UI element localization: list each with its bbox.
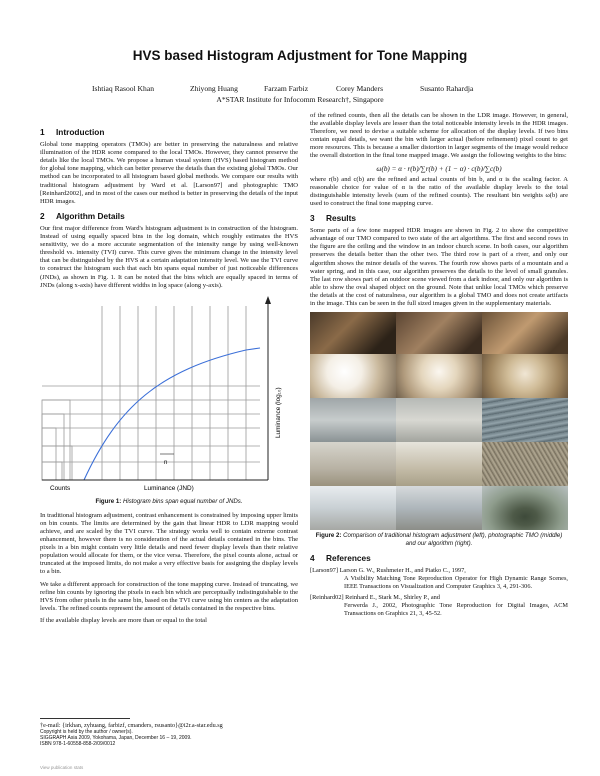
caption-text: Histogram bins span equal number of JNDs. [122,497,243,505]
reference-authors: Larson G. W., Rushmeier H., and Piatko C., 1997, [339,567,466,575]
author: Susanto Rahardja [420,84,474,93]
author: Zhiyong Huang [190,84,238,93]
reference-item [310,594,568,618]
weight-equation: ω(b) = α · r(b)/∑r(b) + (1 − α) · c(b)/∑c(b) [376,164,502,173]
histogram-bins [42,306,260,480]
figure-2-image-grid [310,312,568,530]
affiliation: A*STAR Institute for Infocomm Research†, Singapore [216,95,384,104]
section-number: 4 [310,553,315,564]
paragraph: Global tone mapping operators (TMOs) are better in preserving the naturalness and relative illumination of the HDR scene compared to the local TMOs. However, they cannot preserve the details like the local TMOs. We propose a human visual system (HVS) based histogram method for global tone mapping, which can better preserve the details than the existing global TMOs. Our method can be incorporated to all histogram based global methods. We compare our results with traditional histogram adjustment by Ward et al. [Larson97] and photographic TMO [Reinhard2002], and in most of the cases our method is better in preserving the details of the input HDR images. [40,141,298,205]
left-column [40,122,298,629]
mountain-ours [482,442,568,486]
section-number: 3 [310,213,315,224]
author: Farzam Farbiz [264,84,309,93]
paragraph: Our first major difference from Ward's histogram adjustment is in construction of the histogram. Instead of using equally spaced bins in the log domain, which roughly estimates the HVS sensitivity, we do a more accurate segmentation of the intensity range by using well-known threshold vs. intensity (TVI) curve. This curve gives the minimum change in the intensity level that can be distinguished by the HVS at a certain adaptation intensity level. We use the TVI curve to construct the histogram such that each bin spans equal number of just noticeable differences (JNDs), as shown in Fig. 1. It can be noted that the bins which are equally spaced in terms of JNDs (along x-axis) have different widths in log space (along y-axis). [40,224,298,289]
count-bar [42,414,64,480]
paragraph: where r(b) and c(b) are the refined and actual counts of bin b, and α is the scaling factor. A reasonable choice for value of α is the ratio of the available display levels to the total distinguishable intensity levels (sum of the refined counts). The resultant bin weights ω(b) are used to construct the final tone mapping curve. [310,175,568,207]
section-number: 1 [40,127,45,137]
river-photographic [396,398,482,442]
count-bar [42,428,56,480]
footnote-email: †e-mail: {irkhan, zyhuang, farbizf, cmanders, rsusanto}@i2r.a-star.edu.sg [40,722,223,729]
reference-item [310,567,568,591]
section-title: Results [326,213,356,224]
caption-label: Figure 1: [95,497,122,505]
mountain-photographic [396,442,482,486]
section-title: Algorithm Details [56,210,125,221]
count-bar [42,462,62,480]
church-ceiling-photographic [396,312,482,354]
church-ceiling-histogram [310,312,396,354]
church-window-photographic [396,354,482,398]
church-window-ours [482,354,568,398]
paragraph: of the refined counts, then all the details can be shown in the LDR image. However, in general, the available display levels are lesser than the total noticeable intensity levels in the HDR images. Therefore, we need to devise a suitable scheme for allocation of the display levels. If two bins contain equal details, we want the bin with larger actual (before refinement) pixel count to get more resources. This is because a smaller distortion in larger segments of the image would reduce the overall distortion in the final tone mapped image. We assign the following weights to the bins: [310,112,568,160]
caption-text: Comparison of traditional histogram adjustment (left), photographic TMO (middle) and our algorithm (right). [343,532,563,548]
footnote-copyright: Copyright is held by the author / owner(s). [40,729,133,736]
footnote-isbn: ISBN 978-1-60558-858-2/09/0012 [40,741,116,748]
outdoor-ours [482,486,568,530]
section-title: References [326,553,371,564]
footnote-venue: SIGGRAPH Asia 2009, Yokohama, Japan, December 16 – 19, 2009. [40,735,192,742]
section-heading [40,128,298,136]
author: Ishtiaq Rasool Khan [92,84,155,93]
paper-title: HVS based Histogram Adjustment for Tone Mapping [132,48,468,63]
section-title: Introduction [56,127,105,137]
outdoor-photographic [396,486,482,530]
paragraph: Some parts of a few tone mapped HDR images are shown in Fig. 2 to show the competitive advantage of our TMO compared to two state of the art algorithms. The first and second rows in the figure are the ceiling and the window in an indoor church scene. In both cases, our algorithm preserves the details better than the other two. The third row is part of a river, and only our algorithm shows the minor details of the waves. The fourth row shows parts of a mountain and a water spring, and in this case, our algorithm preserves the details to the level of small granules. The last row shows part of an outdoor scene viewed from a dark indoor, and only our algorithm is able to show the oval shaped object on the ground. Note that unlike local TMOs which preserve the details at the cost of naturalness, our algorithm is a global TMO and does not create artifacts in the image. This can be seen in the full sized images given in the supplementary materials. [310,227,568,307]
river-histogram [310,398,396,442]
figure-2-caption [310,532,568,548]
church-ceiling-ours [482,312,568,354]
footnote [40,718,298,747]
luminance-jnd-label: Luminance (JND) [144,484,194,492]
y-axis-arrow [265,296,271,304]
paragraph: We take a different approach for construction of the tone mapping curve. Instead of truncating, we refine bin counts by ignoring the pixels in each bin which are perceptually indistinguishable to the HVS from other pixels in the same bin, based on the TVI curve using bin centers as the adaptation levels. The refined counts represent the amount of details contained in the respective bins. [40,580,298,612]
river-ours [482,398,568,442]
section-heading [310,214,568,222]
section-heading [310,554,568,562]
right-column [310,112,568,621]
reference-key: [Reinhard02] [310,594,344,602]
reference-key: [Larson97] [310,567,338,575]
footnote-rule [40,718,130,719]
paragraph: If the available display levels are more than or equal to the total [40,616,207,624]
paragraph: In traditional histogram adjustment, contrast enhancement is constrained by imposing upper limits on bin counts. The limits are determined by the gain that linear HDR to LDR mapping would achieve, and are scaled by the TVI curve. The strategy works well to contain extreme contrast enhancement, however there is no consideration of the actual details contained in the bins. The pixels in a bin might contain very little details and need fewer display levels than their relative population would allocate for them, or the vice versa. Therefore, the pixel counts alone, actual or truncated at the imposed limits, do not make a very effective basis for assigning the display levels to a bin. [40,511,298,576]
luminance-log-label: Luminance (log₁₀) [275,387,282,438]
figure-1-caption [40,498,298,506]
figure-1 [40,296,298,496]
author: Corey Manders [336,84,384,93]
reference-body: Ferwerda J., 2002, Photographic Tone Reproduction for Digital Images, ACM Transactions on Graphics 21, 3, 45-52. [344,602,568,618]
count-bar [42,446,72,480]
church-window-histogram [310,354,396,398]
section-number: 2 [40,210,45,221]
counts-label: Counts [50,484,71,492]
caption-label: Figure 2: [315,532,342,540]
outdoor-histogram [310,486,396,530]
histogram-diagram [40,296,298,492]
reference-authors: Reinhard E., Stark M., Shirley P., and [345,594,440,602]
n-label: n [164,459,168,466]
viewer-note: View publication stats [40,765,84,770]
reference-body: A Visibility Matching Tone Reproduction Operator for High Dynamic Range Scenes, IEEE Transactions on Visualization and Computer Graphics 3, 4, 291-306. [344,575,568,591]
mountain-histogram [310,442,396,486]
section-heading [40,212,298,220]
